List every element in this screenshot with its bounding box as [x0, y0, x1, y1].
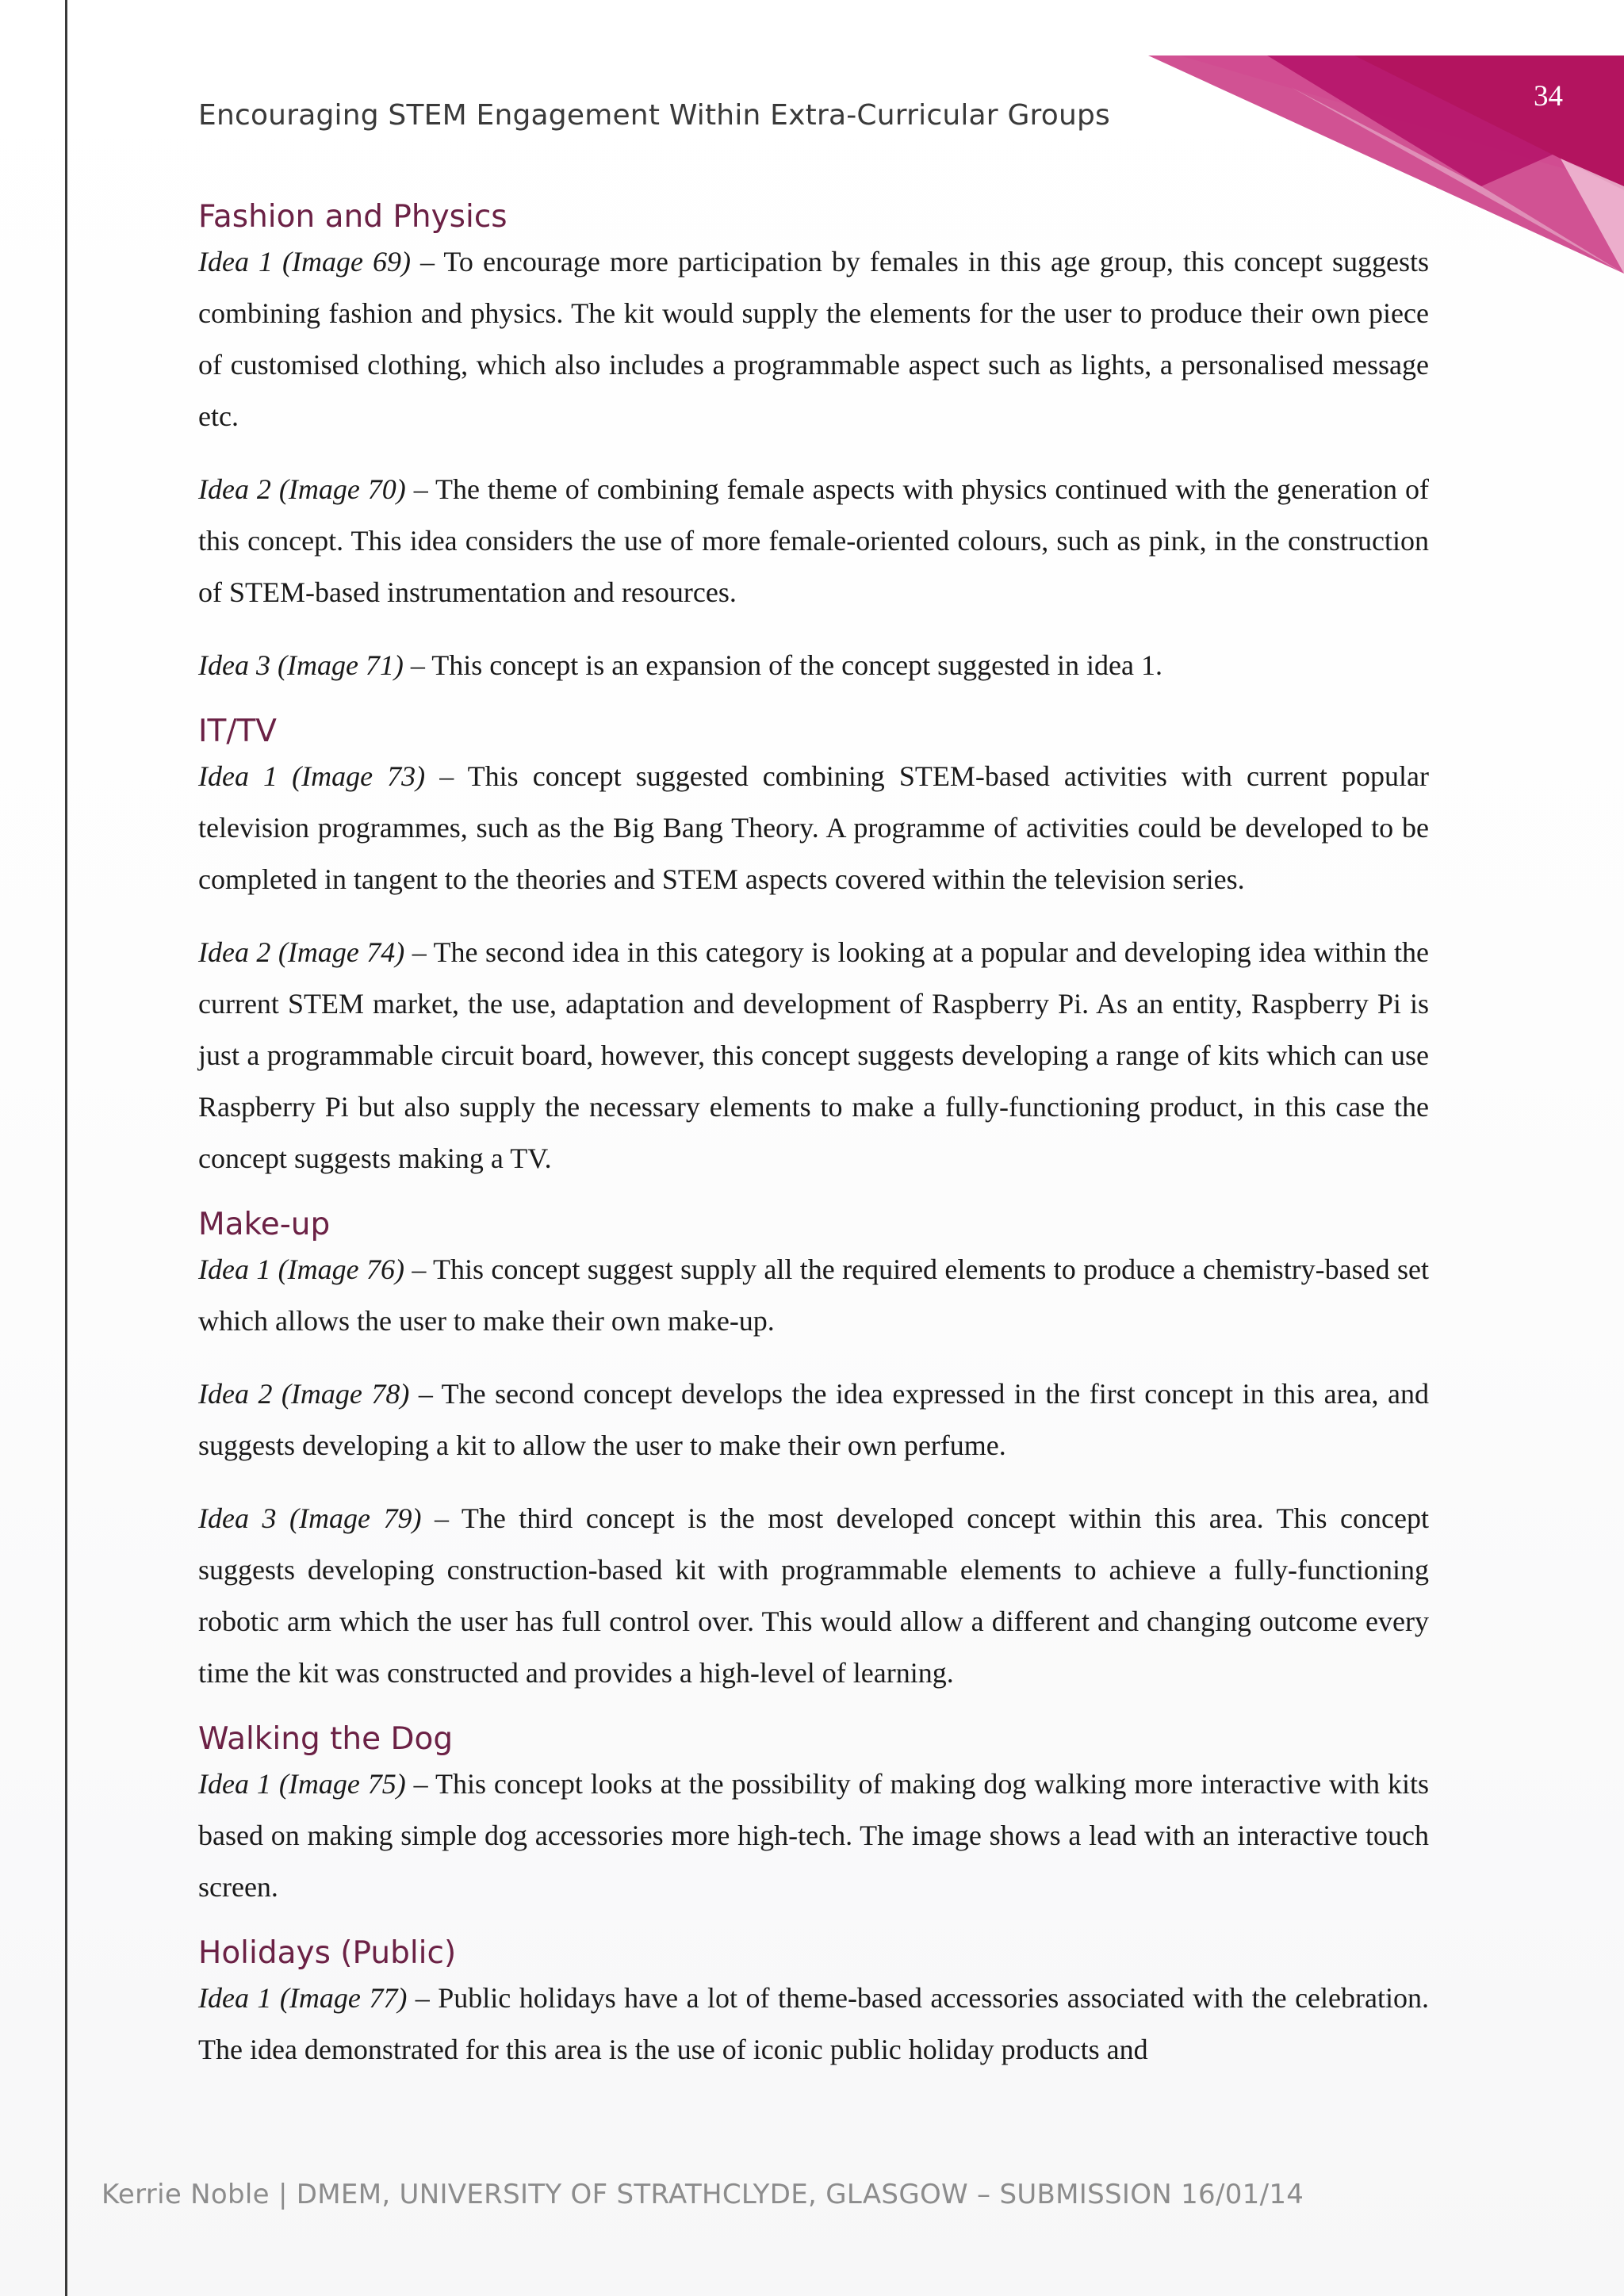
idea-paragraph	[198, 1758, 1429, 1913]
section-heading: Walking the Dog	[198, 1721, 454, 1757]
idea-paragraph	[198, 1493, 1429, 1699]
idea-lead: Idea 2 (Image 78)	[198, 1378, 410, 1410]
idea-lead: Idea 2 (Image 70)	[198, 473, 406, 505]
idea-paragraph	[198, 1368, 1429, 1471]
idea-paragraph	[198, 640, 1429, 691]
idea-paragraph	[198, 236, 1429, 442]
idea-lead: Idea 3 (Image 71)	[198, 649, 404, 681]
idea-text: – The third concept is the most developed concept within this area. This concept suggests developing construction-based kit with programmable elements to achieve a fully-functioning robotic arm which the user has full control over. This would allow a different and changing outcome every time the kit was constructed and provides a high-level of learning.	[198, 1502, 1429, 1689]
left-margin-rule	[65, 0, 67, 2296]
section-heading: IT/TV	[198, 714, 277, 749]
section-walking-the-dog	[198, 1720, 1429, 1913]
section-heading: Holidays (Public)	[198, 1935, 457, 1971]
idea-lead: Idea 1 (Image 76)	[198, 1253, 404, 1285]
idea-lead: Idea 2 (Image 74)	[198, 936, 405, 968]
idea-lead: Idea 1 (Image 75)	[198, 1768, 406, 1800]
idea-paragraph	[198, 751, 1429, 905]
idea-lead: Idea 1 (Image 77)	[198, 1982, 408, 2014]
idea-paragraph	[198, 927, 1429, 1184]
section-holidays-public	[198, 1934, 1429, 2076]
idea-lead: Idea 1 (Image 69)	[198, 246, 412, 277]
page-number: 34	[1534, 80, 1563, 113]
section-make-up	[198, 1206, 1429, 1699]
idea-text: – To encourage more participation by females in this age group, this concept suggests combining fashion and physics. The kit would supply the elements for the user to produce their own piece of customised clothing, which also includes a programmable aspect such as lights, a personalised message etc.	[198, 246, 1429, 432]
section-heading: Make-up	[198, 1207, 331, 1242]
idea-text: – Public holidays have a lot of theme-based accessories associated with the celebration. The idea demonstrated for this area is the use of iconic public holiday products and	[198, 1982, 1429, 2065]
idea-lead: Idea 3 (Image 79)	[198, 1502, 422, 1534]
idea-text: – This concept looks at the possibility of making dog walking more interactive with kits based on making simple dog accessories more high-tech. The image shows a lead with an interactive touch screen.	[198, 1768, 1429, 1903]
idea-paragraph	[198, 464, 1429, 618]
idea-paragraph	[198, 1244, 1429, 1347]
section-fashion-and-physics	[198, 198, 1429, 691]
idea-text: – The second concept develops the idea expressed in the first concept in this area, and suggests developing a kit to allow the user to make their own perfume.	[198, 1378, 1429, 1461]
section-heading: Fashion and Physics	[198, 199, 508, 235]
section-it-tv	[198, 713, 1429, 1184]
page-footer: Kerrie Noble | DMEM, UNIVERSITY OF STRATHCLYDE, GLASGOW – SUBMISSION 16/01/14	[102, 2179, 1304, 2210]
idea-text: – This concept suggest supply all the required elements to produce a chemistry-based set which allows the user to make their own make-up.	[198, 1253, 1429, 1337]
idea-text: – This concept is an expansion of the concept suggested in idea 1.	[403, 649, 1163, 681]
main-content	[198, 198, 1429, 2097]
idea-text: – The theme of combining female aspects with physics continued with the generation of this concept. This idea considers the use of more female-oriented colours, such as pink, in the construction of STEM-based instrumentation and resources.	[198, 473, 1429, 608]
running-header: Encouraging STEM Engagement Within Extra-Curricular Groups	[198, 99, 1110, 132]
idea-paragraph	[198, 1973, 1429, 2076]
idea-text: – The second idea in this category is looking at a popular and developing idea within the current STEM market, the use, adaptation and development of Raspberry Pi. As an entity, Raspberry Pi is just a programmable circuit board, however, this concept suggests developing a range of kits which can use Raspberry Pi but also supply the necessary elements to make a fully-functioning product, in this case the concept suggests making a TV.	[198, 936, 1429, 1174]
idea-lead: Idea 1 (Image 73)	[198, 760, 426, 792]
idea-text: – This concept suggested combining STEM-based activities with current popular television programmes, such as the Big Bang Theory. A programme of activities could be developed to be completed in tangent to the theories and STEM aspects covered within the television series.	[198, 760, 1429, 895]
